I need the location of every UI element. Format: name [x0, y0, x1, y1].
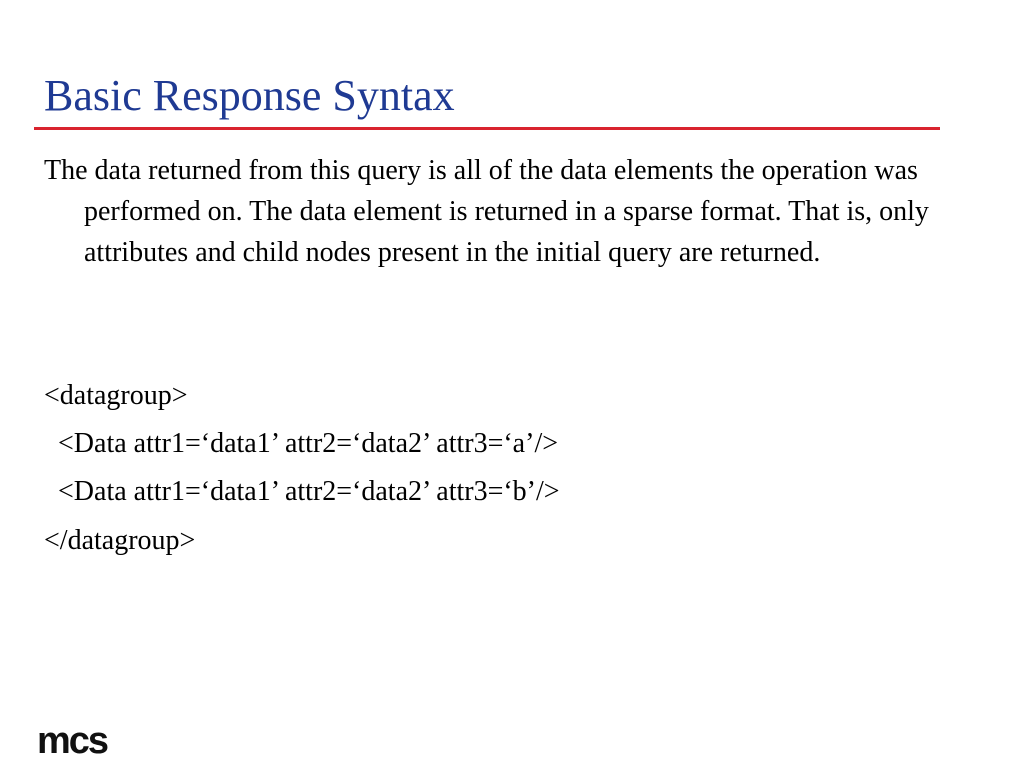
body-paragraph: The data returned from this query is all of the data elements the operation was performed on. The data element is returned in a sparse format. That is, only attributes and child nodes present in the initial query are returned.: [44, 155, 929, 268]
code-line-datagroup-close: </datagroup>: [44, 525, 196, 556]
mcs-logo-text: mcs: [37, 721, 108, 761]
mcs-logo: [37, 721, 133, 761]
title-underline: [34, 127, 940, 130]
code-line-datagroup-open: <datagroup>: [44, 380, 188, 411]
slide-title: Basic Response Syntax: [44, 71, 455, 120]
code-line-data-a: <Data attr1=‘data1’ attr2=‘data2’ attr3=‘a’/>: [44, 428, 559, 459]
code-line-data-b: <Data attr1=‘data1’ attr2=‘data2’ attr3=‘b’/>: [44, 476, 560, 507]
